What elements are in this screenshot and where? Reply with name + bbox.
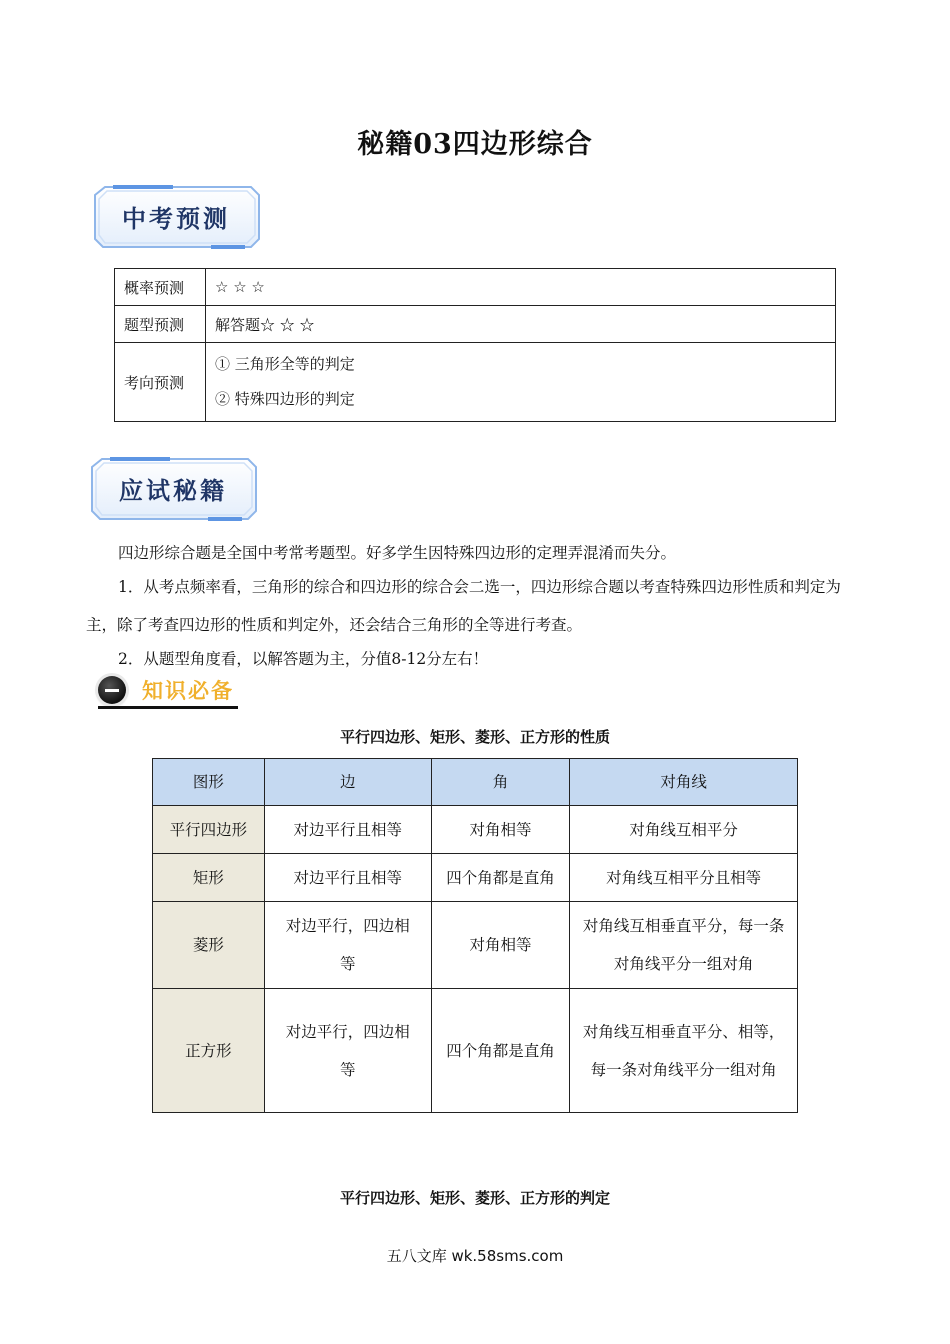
forecast-badge-label: 中考预测 (122, 205, 230, 233)
intro-paragraph-2: 1．从考点频率看，三角形的综合和四边形的综合会二选一，四边形综合题以考查特殊四边形性质和判定为主，除了考查四边形的性质和判定外，还会结合三角形的全等进行考查。 (86, 578, 841, 634)
table-cell: 对角线互相平分且相等 (570, 854, 798, 902)
footer-watermark: 五八文库 wk.58sms.com (386, 1247, 564, 1265)
table-row (153, 989, 798, 1113)
table-header-row (153, 759, 798, 806)
table-cell: 对边平行且相等 (264, 854, 431, 902)
column-header: 边 (264, 759, 431, 806)
column-header: 角 (431, 759, 570, 806)
table-cell: 对角相等 (431, 902, 570, 989)
prediction-value: ☆ ☆ ☆ (206, 269, 836, 306)
table-cell: 对边平行，四边相等 (264, 989, 431, 1113)
prediction-label: 概率预测 (115, 269, 206, 306)
intro-paragraph-3: 2．从题型角度看，以解答题为主，分值8-12分左右！ (118, 650, 489, 668)
prediction-value: 解答题☆ ☆ ☆ (206, 306, 836, 343)
table-row (115, 343, 836, 422)
tips-badge-label: 应试秘籍 (119, 477, 227, 505)
tips-badge (88, 457, 258, 521)
table-cell: 四个角都是直角 (431, 989, 570, 1113)
prediction-line: ① 三角形全等的判定 (215, 355, 355, 373)
determination-table-title: 平行四边形、矩形、菱形、正方形的判定 (339, 1189, 610, 1207)
knowledge-heading (98, 674, 238, 710)
section-number-icon (98, 676, 126, 704)
column-header: 图形 (153, 759, 265, 806)
table-row (115, 306, 836, 343)
knowledge-heading-label: 知识必备 (142, 679, 234, 703)
prediction-line: ② 特殊四边形的判定 (215, 390, 355, 408)
table-cell: 对角线互相垂直平分、相等，每一条对角线平分一组对角 (570, 989, 798, 1113)
properties-table (152, 758, 798, 1113)
table-row (153, 806, 798, 854)
prediction-value (206, 343, 836, 422)
knowledge-underline (98, 706, 238, 709)
row-header: 正方形 (153, 989, 265, 1113)
prediction-label: 考向预测 (115, 343, 206, 422)
table-cell: 对边平行且相等 (264, 806, 431, 854)
forecast-badge (91, 185, 261, 249)
prediction-table (114, 268, 836, 422)
page-title: 秘籍03四边形综合 (357, 129, 593, 160)
table-cell: 对角线互相平分 (570, 806, 798, 854)
table-row (153, 902, 798, 989)
table-row (153, 854, 798, 902)
table-cell: 对边平行，四边相等 (264, 902, 431, 989)
table-cell: 四个角都是直角 (431, 854, 570, 902)
row-header: 菱形 (153, 902, 265, 989)
table-cell: 对角线互相垂直平分，每一条对角线平分一组对角 (570, 902, 798, 989)
intro-paragraph-1: 四边形综合题是全国中考常考题型。好多学生因特殊四边形的定理弄混淆而失分。 (118, 544, 677, 562)
row-header: 平行四边形 (153, 806, 265, 854)
column-header: 对角线 (570, 759, 798, 806)
properties-table-title: 平行四边形、矩形、菱形、正方形的性质 (339, 728, 610, 746)
table-cell: 对角相等 (431, 806, 570, 854)
row-header: 矩形 (153, 854, 265, 902)
table-row (115, 269, 836, 306)
prediction-label: 题型预测 (115, 306, 206, 343)
